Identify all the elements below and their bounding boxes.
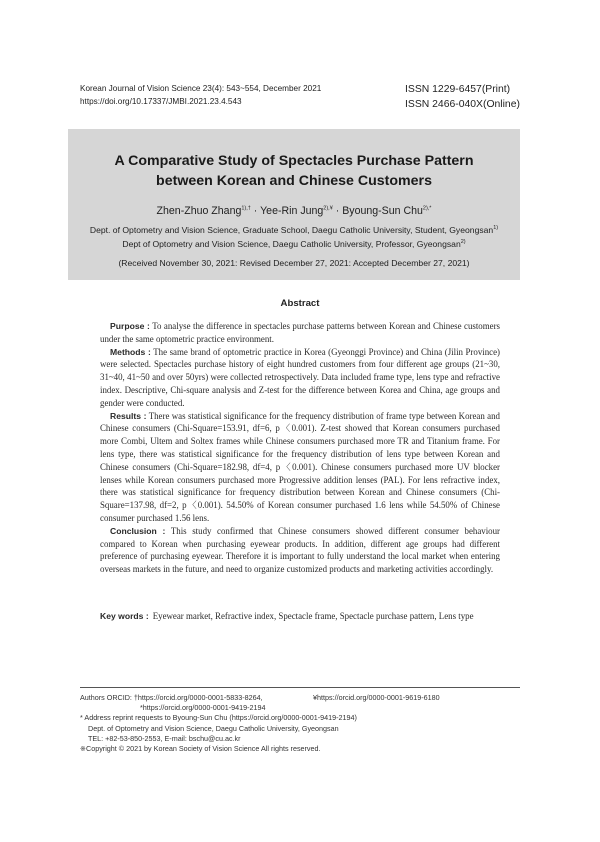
journal-doi: https://doi.org/10.17337/JMBI.2021.23.4.543 <box>80 97 242 106</box>
orcid-link-1[interactable]: †https://orcid.org/0000-0001-5833-8264, <box>133 693 263 702</box>
footnote-divider <box>80 687 520 688</box>
conclusion-text: This study confirmed that Chinese consumers showed different consumer behaviour compared to Korean when purchasing eyewear products. In addition, different age groups had different preference of purchasing eyewear. Therefore it is important to fully understand the local market when entering overseas markets in the future, and need to organize customized products and marketing activities accordingly. <box>100 525 500 575</box>
paper-title-line2: between Korean and Chinese Customers <box>156 173 432 189</box>
affiliation-1-mark: 1) <box>493 225 499 232</box>
keywords-text: Eyewear market, Refractive index, Spectacle frame, Spectacle purchase pattern, Lens type <box>152 611 474 621</box>
author-separator: · <box>250 205 261 217</box>
author-2: Yee-Rin Jung <box>260 205 324 217</box>
paper-title <box>68 151 520 191</box>
journal-volume-line: Korean Journal of Vision Science 23(4): 543~554, December 2021 <box>80 84 322 93</box>
purpose-label: Purpose : <box>110 321 150 331</box>
author-2-mark: 2),¥ <box>323 205 333 212</box>
keywords-label: Key words : <box>100 611 149 621</box>
abstract-results <box>100 410 500 525</box>
issn-print: ISSN 1229-6457(Print) <box>405 84 511 95</box>
address-line-2: Dept. of Optometry and Vision Science, Daegu Catholic University, Gyeongsan <box>88 723 339 733</box>
keywords <box>100 610 500 623</box>
copyright: ※Copyright © 2021 by Korean Society of Vision Science All rights reserved. <box>80 744 321 754</box>
author-separator: · <box>332 205 343 217</box>
footnotes <box>80 693 520 754</box>
title-box <box>68 129 520 280</box>
affiliation-2 <box>68 239 520 249</box>
affiliation-2-text: Dept of Optometry and Vision Science, Daegu Catholic University, Professor, Gyeongsan <box>122 239 461 249</box>
orcid-link-2[interactable]: ¥https://orcid.org/0000-0001-9619-6180 <box>313 693 440 702</box>
journal-citation <box>80 82 321 108</box>
abstract-purpose <box>100 320 500 346</box>
issn-block <box>405 82 520 112</box>
author-list <box>68 205 520 217</box>
author-1-mark: 1),† <box>241 205 251 212</box>
paper-title-line1: A Comparative Study of Spectacles Purchase Pattern <box>114 153 474 169</box>
affiliation-1-text: Dept. of Optometry and Vision Science, Graduate School, Daegu Catholic University, Student, Gyeongsan <box>89 225 494 235</box>
received-dates: (Received November 30, 2021: Revised December 27, 2021: Accepted December 27, 2021) <box>118 258 470 268</box>
affiliation-1 <box>68 225 520 235</box>
conclusion-label: Conclusion : <box>110 525 166 536</box>
issn-online: ISSN 2466-040X(Online) <box>405 99 520 110</box>
methods-label: Methods : <box>110 346 151 357</box>
affiliation-2-mark: 2) <box>460 239 466 246</box>
address-line-1: * Address reprint requests to Byoung-Sun Chu (https://orcid.org/0000-0001-9419-2194) <box>80 713 357 723</box>
purpose-text: To analyse the difference in spectacles purchase patterns between Korean and Chinese customers under the same optometric practice environment. <box>100 321 500 344</box>
abstract-conclusion <box>100 525 500 576</box>
author-3: Byoung-Sun Chu <box>342 205 423 217</box>
orcid-row-2 <box>80 703 520 713</box>
methods-text: The same brand of optometric practice in Korea (Gyeonggi Province) and China (Jilin Province) were selected. Spectacles purchase history of eight hundred customers from four different age groups (21~30, 31~40, 41~50 and over 50yrs) were collected retrospectively. Data included frame type, lens type and refractive index. Descriptive, Chi-square analysis and Z-test for the difference between Korea and China, age groups and gender were conducted. <box>100 346 501 408</box>
abstract-body <box>100 320 500 576</box>
abstract-methods <box>100 346 500 410</box>
address-line-3: TEL: +82-53-850-2553, E-mail: bschu@cu.ac.kr <box>88 733 241 743</box>
author-1: Zhen-Zhuo Zhang <box>156 205 242 217</box>
results-label: Results : <box>110 410 147 421</box>
results-text: There was statistical significance for the frequency distribution of frame type between Korean and Chinese consumers (Chi-Square=153.91, df=6, p〈0.001). Z-test showed that Korean consumers purchased more Combi, Ultem and Soltex frames while Chinese consumers purchased more TR and Titanium frame. For lens type, there was statistical significance for the frequency distribution of lens type between Korean and Chinese consumers (Chi-Square=182.98, df=4, p〈0.001). Chinese consumers purchased more UV blocker lenses while Korean consumers purchased more Progressive addition lenses (PAL). For lens refractive index, there was statistical significance for frequency distribution between Korean and Chinese consumers (Chi-Square=137.98, df=2, p〈0.001). 54.50% of Korean consumer purchased 1.6 lens while 54.50% of Chinese consumer purchased 1.56 lens. <box>100 410 500 523</box>
author-3-mark: 2),* <box>422 205 432 212</box>
orcid-link-3[interactable]: *https://orcid.org/0000-0001-9419-2194 <box>140 703 266 713</box>
abstract-heading: Abstract <box>280 298 320 309</box>
orcid-row-1 <box>80 693 520 703</box>
orcid-label: Authors ORCID: <box>80 693 134 702</box>
